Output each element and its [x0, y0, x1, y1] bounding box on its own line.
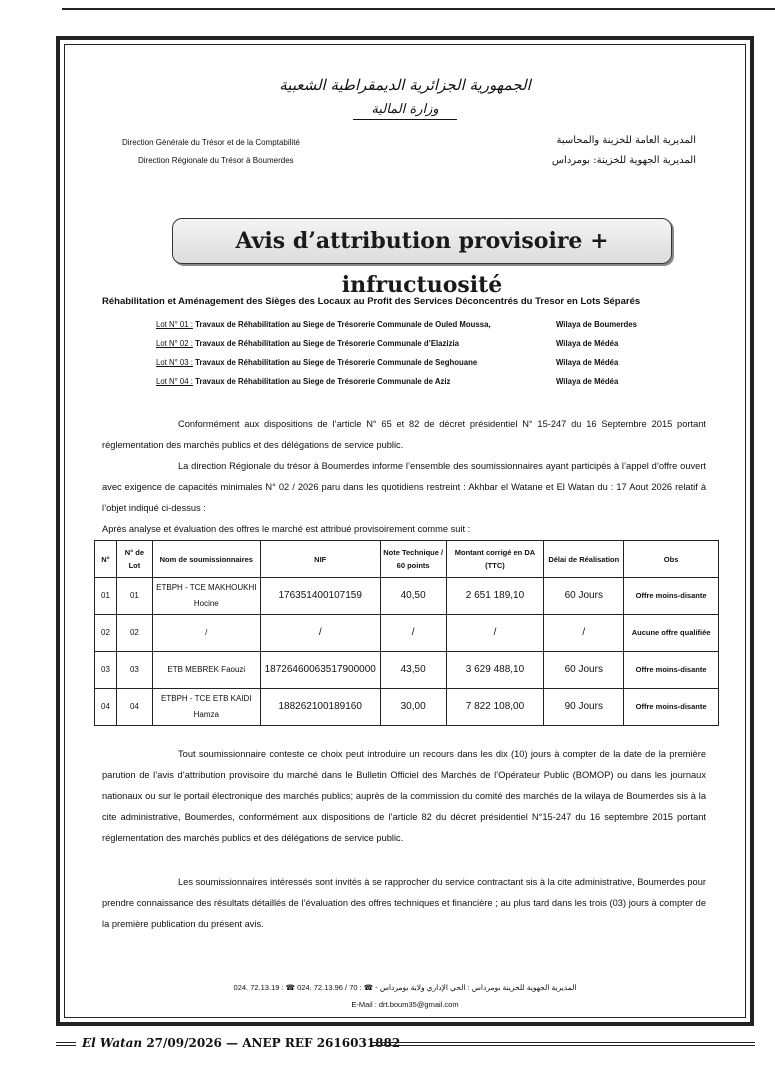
col-header-obs: Obs	[624, 541, 719, 578]
notice-title: Avis d’attribution provisoire + infructuosité	[235, 228, 609, 298]
banner-reference: 27/09/2026 — ANEP REF 2616031882	[146, 1036, 401, 1050]
col-header-nom: Nom de soumissionnaires	[152, 541, 260, 578]
footer-contact: 024. 72.13.19 : ☎ 024. 72.13.96 / 70 : ☎ - المديرية الجهوية للخزينة بومرداس : الحي الإداري ولاية بومرداس	[233, 983, 577, 992]
notice-frame	[56, 36, 754, 1026]
table-header-row	[95, 541, 719, 578]
ar-republic-heading: الجمهورية الجزائرية الديمقراطية الشعبية	[279, 76, 531, 94]
lot-item: Lot N° 01 : Travaux de Réhabilitation au Siege de Trésorerie Communale de Ouled Moussa, Wilaya de Boumerdes	[156, 320, 637, 329]
notice-title-box	[172, 218, 672, 298]
col-header-montant: Montant corrigé en DA (TTC)	[446, 541, 544, 578]
table-row: 03 03 ETB MEBREK Faouzi 18726460063517900000 43,50 3 629 488,10 60 Jours Offre moins-disante	[95, 652, 719, 689]
banner-rule-right	[372, 1042, 755, 1046]
col-header-lot: N° de Lot	[116, 541, 152, 578]
top-rule	[62, 8, 775, 10]
lot-item: Lot N° 02 : Travaux de Réhabilitation au Siege de Trésorerie Communale d’Elazizia Wilaya de Médéa	[156, 339, 619, 348]
paragraph-legal-basis: Conformément aux dispositions de l’article N° 65 et 82 de décret présidentiel N° 15-247 du 16 Septembre 2015 portant réglementation des marchés publics et des délégations de service public.	[102, 419, 706, 450]
footer-email: E-Mail : drt.boum35@gmail.com	[351, 1000, 459, 1009]
publication-banner	[82, 1036, 400, 1050]
banner-newspaper: El Watan	[82, 1036, 143, 1050]
results-table	[94, 540, 719, 726]
ar-direction-generale: المديرية العامة للخزينة والمحاسبة	[556, 135, 696, 146]
paragraph-invitation: Les soumissionnaires intéressés sont invités à se rapprocher du service contractant sis à la cite administrative, Boumerdes pour prendre connaissance des résultats détaillés de l’évaluation des offres techniques et financière ; au plus tard dans les trois (03) jours à compter de la première publication du présent avis.	[102, 877, 706, 929]
paragraph-attribution: Après analyse et évaluation des offres le marché est attribué provisoirement comme suit :	[102, 524, 471, 534]
banner-rule-left	[56, 1042, 76, 1046]
paragraph-information: La direction Régionale du trésor à Boumerdes informe l’ensemble des soumissionnaires ayant participés à l’appel d’offre ouvert avec exigence de capacités minimales N° 02 / 2026 paru dans les quotidiens restreint : Akhbar el Watane et El Watan du : 17 Aout 2026 relatif à l’objet indiqué ci-dessus :	[102, 461, 706, 513]
col-header-nif: NIF	[260, 541, 380, 578]
notice-subject: Réhabilitation et Aménagement des Sièges des Locaux au Profit des Services Déconcentrés du Tresor en Lots Séparés	[102, 296, 641, 307]
table-row: 02 02 / / / / / Aucune offre qualifiée	[95, 615, 719, 652]
fr-direction-generale: Direction Générale du Trésor et de la Comptabilité	[122, 138, 300, 147]
col-header-note: Note Technique / 60 points	[380, 541, 446, 578]
ar-ministry-heading: وزارة المالية	[60, 102, 750, 117]
table-row: 04 04 ETBPH - TCE ETB KAIDI Hamza 188262100189160 30,00 7 822 108,00 90 Jours Offre moins-disante	[95, 689, 719, 726]
col-header-n: N°	[95, 541, 117, 578]
ar-direction-regionale: المديرية الجهوية للخزينة: بومرداس	[551, 155, 696, 166]
table-row: 01 01 ETBPH - TCE MAKHOUKHI Hocine 176351400107159 40,50 2 651 189,10 60 Jours Offre moins-disante	[95, 578, 719, 615]
lot-item: Lot N° 03 : Travaux de Réhabilitation au Siege de Trésorerie Communale de Seghouane Wilaya de Médéa	[156, 358, 619, 367]
lot-item: Lot N° 04 : Travaux de Réhabilitation au Siege de Trésorerie Communale de Aziz Wilaya de Médéa	[156, 377, 619, 386]
col-header-delai: Délai de Réalisation	[544, 541, 624, 578]
paragraph-recourse: Tout soumissionnaire conteste ce choix peut introduire un recours dans les dix (10) jours à compter de la date de la première parution de l’avis d’attribution provisoire du marché dans le Bulletin Officiel des Marchés de l’Opérateur Public (BOMOP) ou dans les journaux nationaux ou sur le portail électronique des marchés publics; auprès de la commission du comité des marchés de la wilaya de Boumerdes sis à la cite administrative, Boumerdes, conformément aux dispositions de l’article 82 du décret présidentiel N°15-247 du 16 septembre 2015 portant réglementation des marchés publics et des délégations de service public.	[102, 749, 706, 843]
fr-direction-regionale: Direction Régionale du Trésor à Boumerdes	[138, 156, 294, 165]
